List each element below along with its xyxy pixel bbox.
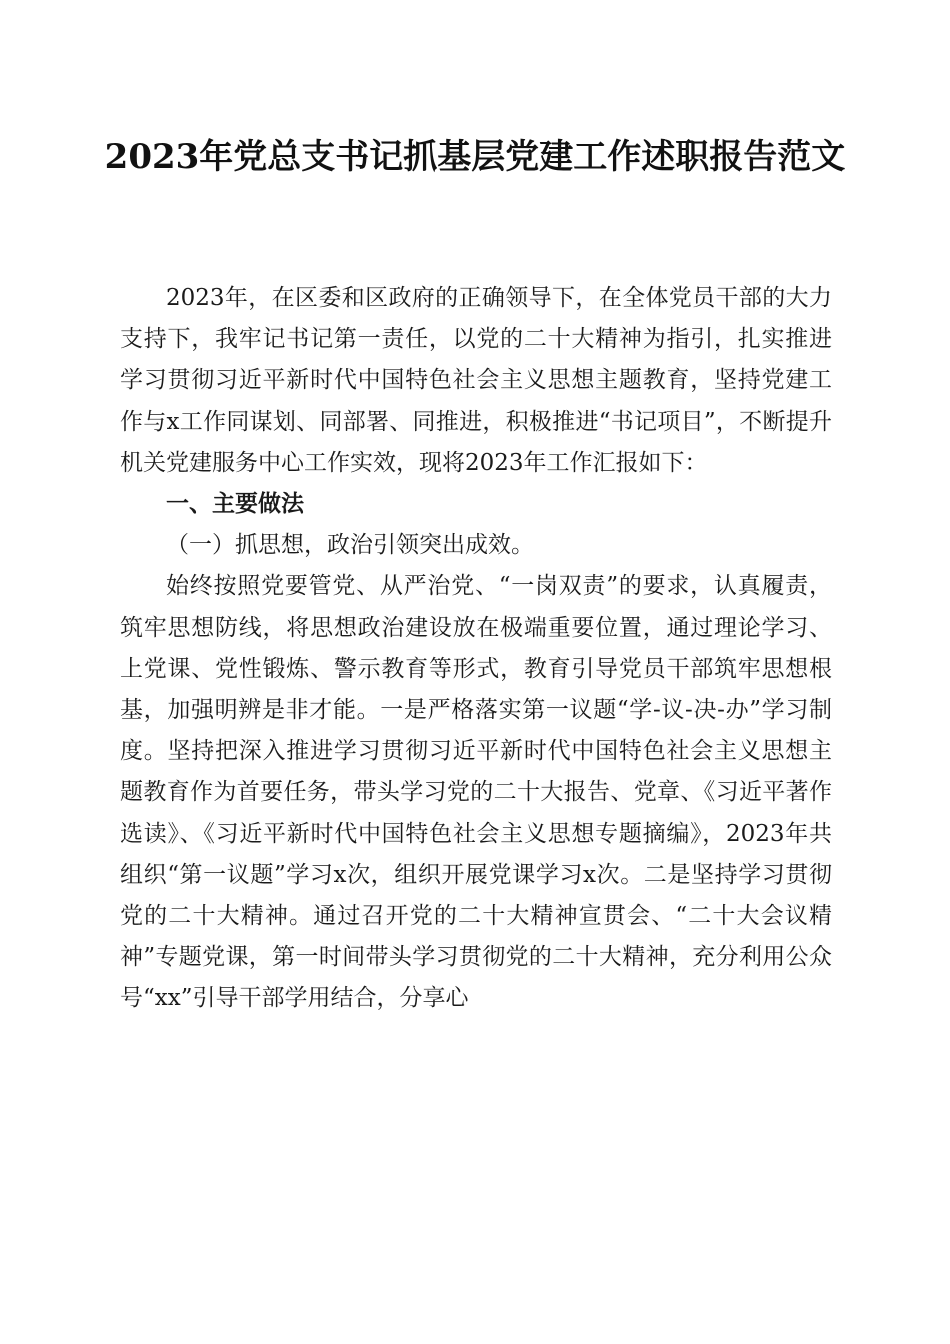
document-title: 2023年党总支书记抓基层党建工作述职报告范文 — [104, 137, 846, 177]
subsection-heading-ideology: （一）抓思想，政治引领突出成效。 — [166, 532, 534, 559]
section-heading-main-practices: 一、主要做法 — [166, 491, 304, 518]
document-body — [120, 278, 832, 1020]
intro-paragraph: 2023年，在区委和区政府的正确领导下，在全体党员干部的大力支持下，我牢记书记第一责任，以党的二十大精神为指引，扎实推进学习贯彻习近平新时代中国特色社会主义思想主题教育，坚持党建工作与x工作同谋划、同部署、同推进，积极推进“书记项目”，不断提升机关党建服务中心工作实效，现将2023年工作汇报如下： — [120, 285, 832, 476]
body-paragraph-ideology: 始终按照党要管党、从严治党、“一岗双责”的要求，认真履责，筑牢思想防线，将思想政治建设放在极端重要位置，通过理论学习、上党课、党性锻炼、警示教育等形式，教育引导党员干部筑牢思想根基，加强明辨是非才能。一是严格落实第一议题“学-议-决-办”学习制度。坚持把深入推进学习贯彻习近平新时代中国特色社会主义思想主题教育作为首要任务，带头学习党的二十大报告、党章、《习近平著作选读》、《习近平新时代中国特色社会主义思想专题摘编》，2023年共组织“第一议题”学习x次，组织开展党课学习x次。二是坚持学习贯彻党的二十大精神。通过召开党的二十大精神宣贯会、“二十大会议精神”专题党课，第一时间带头学习贯彻党的二十大精神，充分利用公众号“xx”引导干部学用结合，分享心 — [120, 573, 832, 1012]
